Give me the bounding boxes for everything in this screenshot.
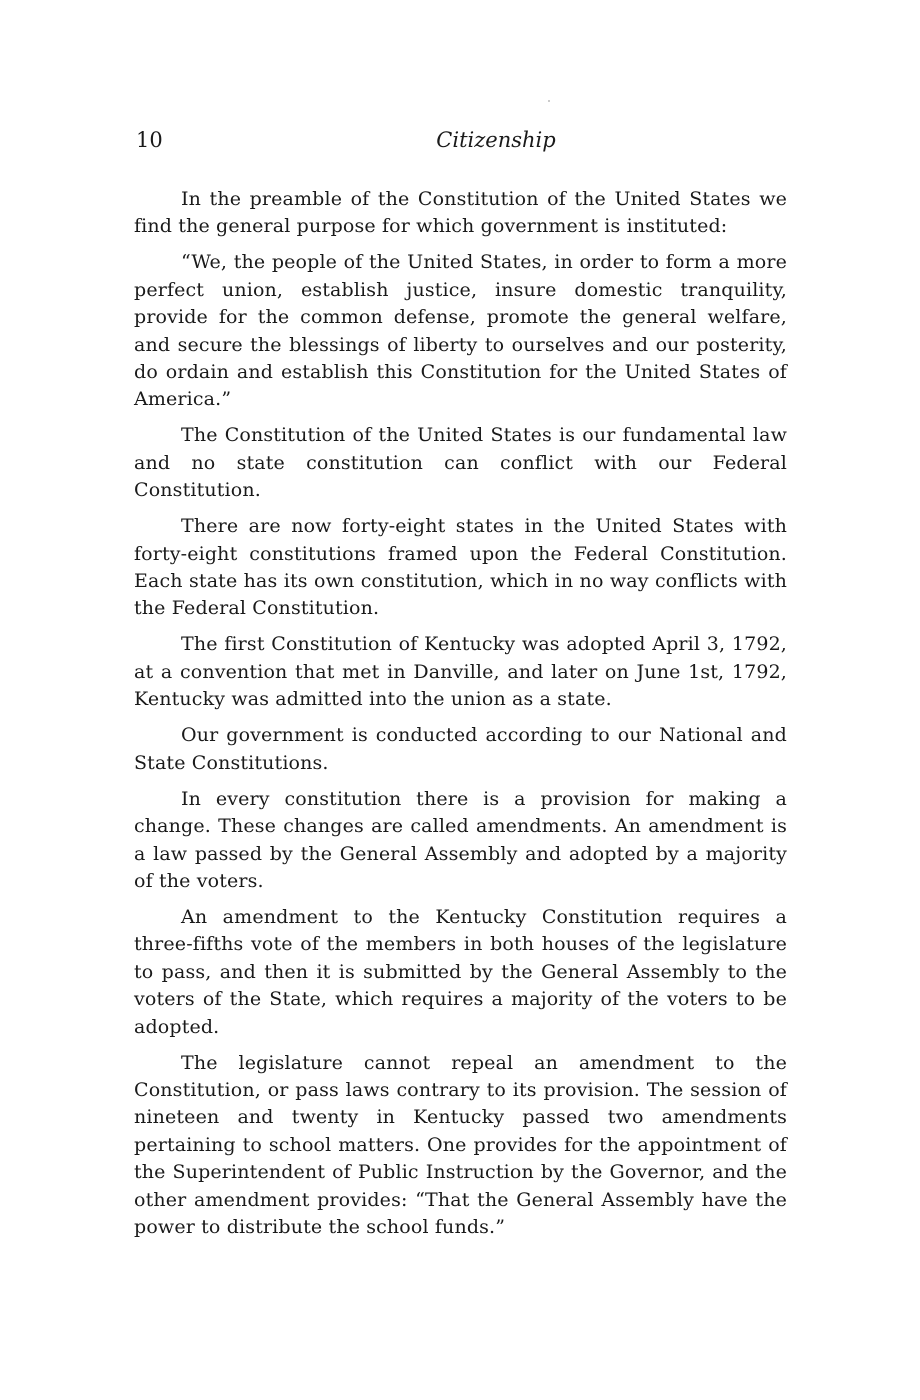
print-speck — [548, 100, 550, 102]
paragraph-government-conduct: Our government is conducted according to our National and State Constitutions. — [134, 724, 787, 774]
running-head-title: Citizenship — [436, 128, 556, 152]
paragraph-amendment-process: An amendment to the Kentucky Constitution requires a three-fifths vote of the members in both houses of the legislature to pass, and then it is submitted by the General Assembly to the voters of the State, which requires a majority of the voters to be adopted. — [134, 905, 787, 1038]
body-text — [134, 186, 787, 1250]
paragraph-preamble-quote: “We, the people of the United States, in order to form a more perfect union, establish justice, insure domestic tranquility, provide for the common defense, promote the general welfare, and secure the blessings of liberty to ourselves and our posterity, do ordain and establish this Constitution for the United States of America.” — [134, 251, 787, 411]
paragraph-fundamental-law: The Constitution of the United States is our fundamental law and no state constitution can conflict with our Federal Constitution. — [134, 424, 787, 502]
paragraph-kentucky-constitution: The first Constitution of Kentucky was adopted April 3, 1792, at a convention that met in Danville, and later on June 1st, 1792, Kentucky was admitted into the union as a state. — [134, 633, 787, 711]
paragraph-state-constitutions: There are now forty-eight states in the United States with forty-eight constitutions framed upon the Federal Constitution. Each state has its own constitution, which in no way conflicts with the Federal Constitution. — [134, 515, 787, 620]
paragraph-preamble-intro: In the preamble of the Constitution of the United States we find the general purpose for which government is instituted: — [134, 188, 787, 238]
page-header — [136, 128, 786, 160]
paragraph-school-amendments: The legislature cannot repeal an amendment to the Constitution, or pass laws contrary to its provision. The session of nineteen and twenty in Kentucky passed two amendments pertaining to school matters. One provides for the appointment of the Superintendent of Public Instruction by the Governor, and the other amendment provides: “That the General Assembly have the power to distribute the school funds.” — [134, 1051, 787, 1238]
paragraph-amendments: In every constitution there is a provision for making a change. These changes are called amendments. An amendment is a law passed by the General Assembly and adopted by a majority of the voters. — [134, 787, 787, 892]
page-number: 10 — [136, 128, 163, 152]
